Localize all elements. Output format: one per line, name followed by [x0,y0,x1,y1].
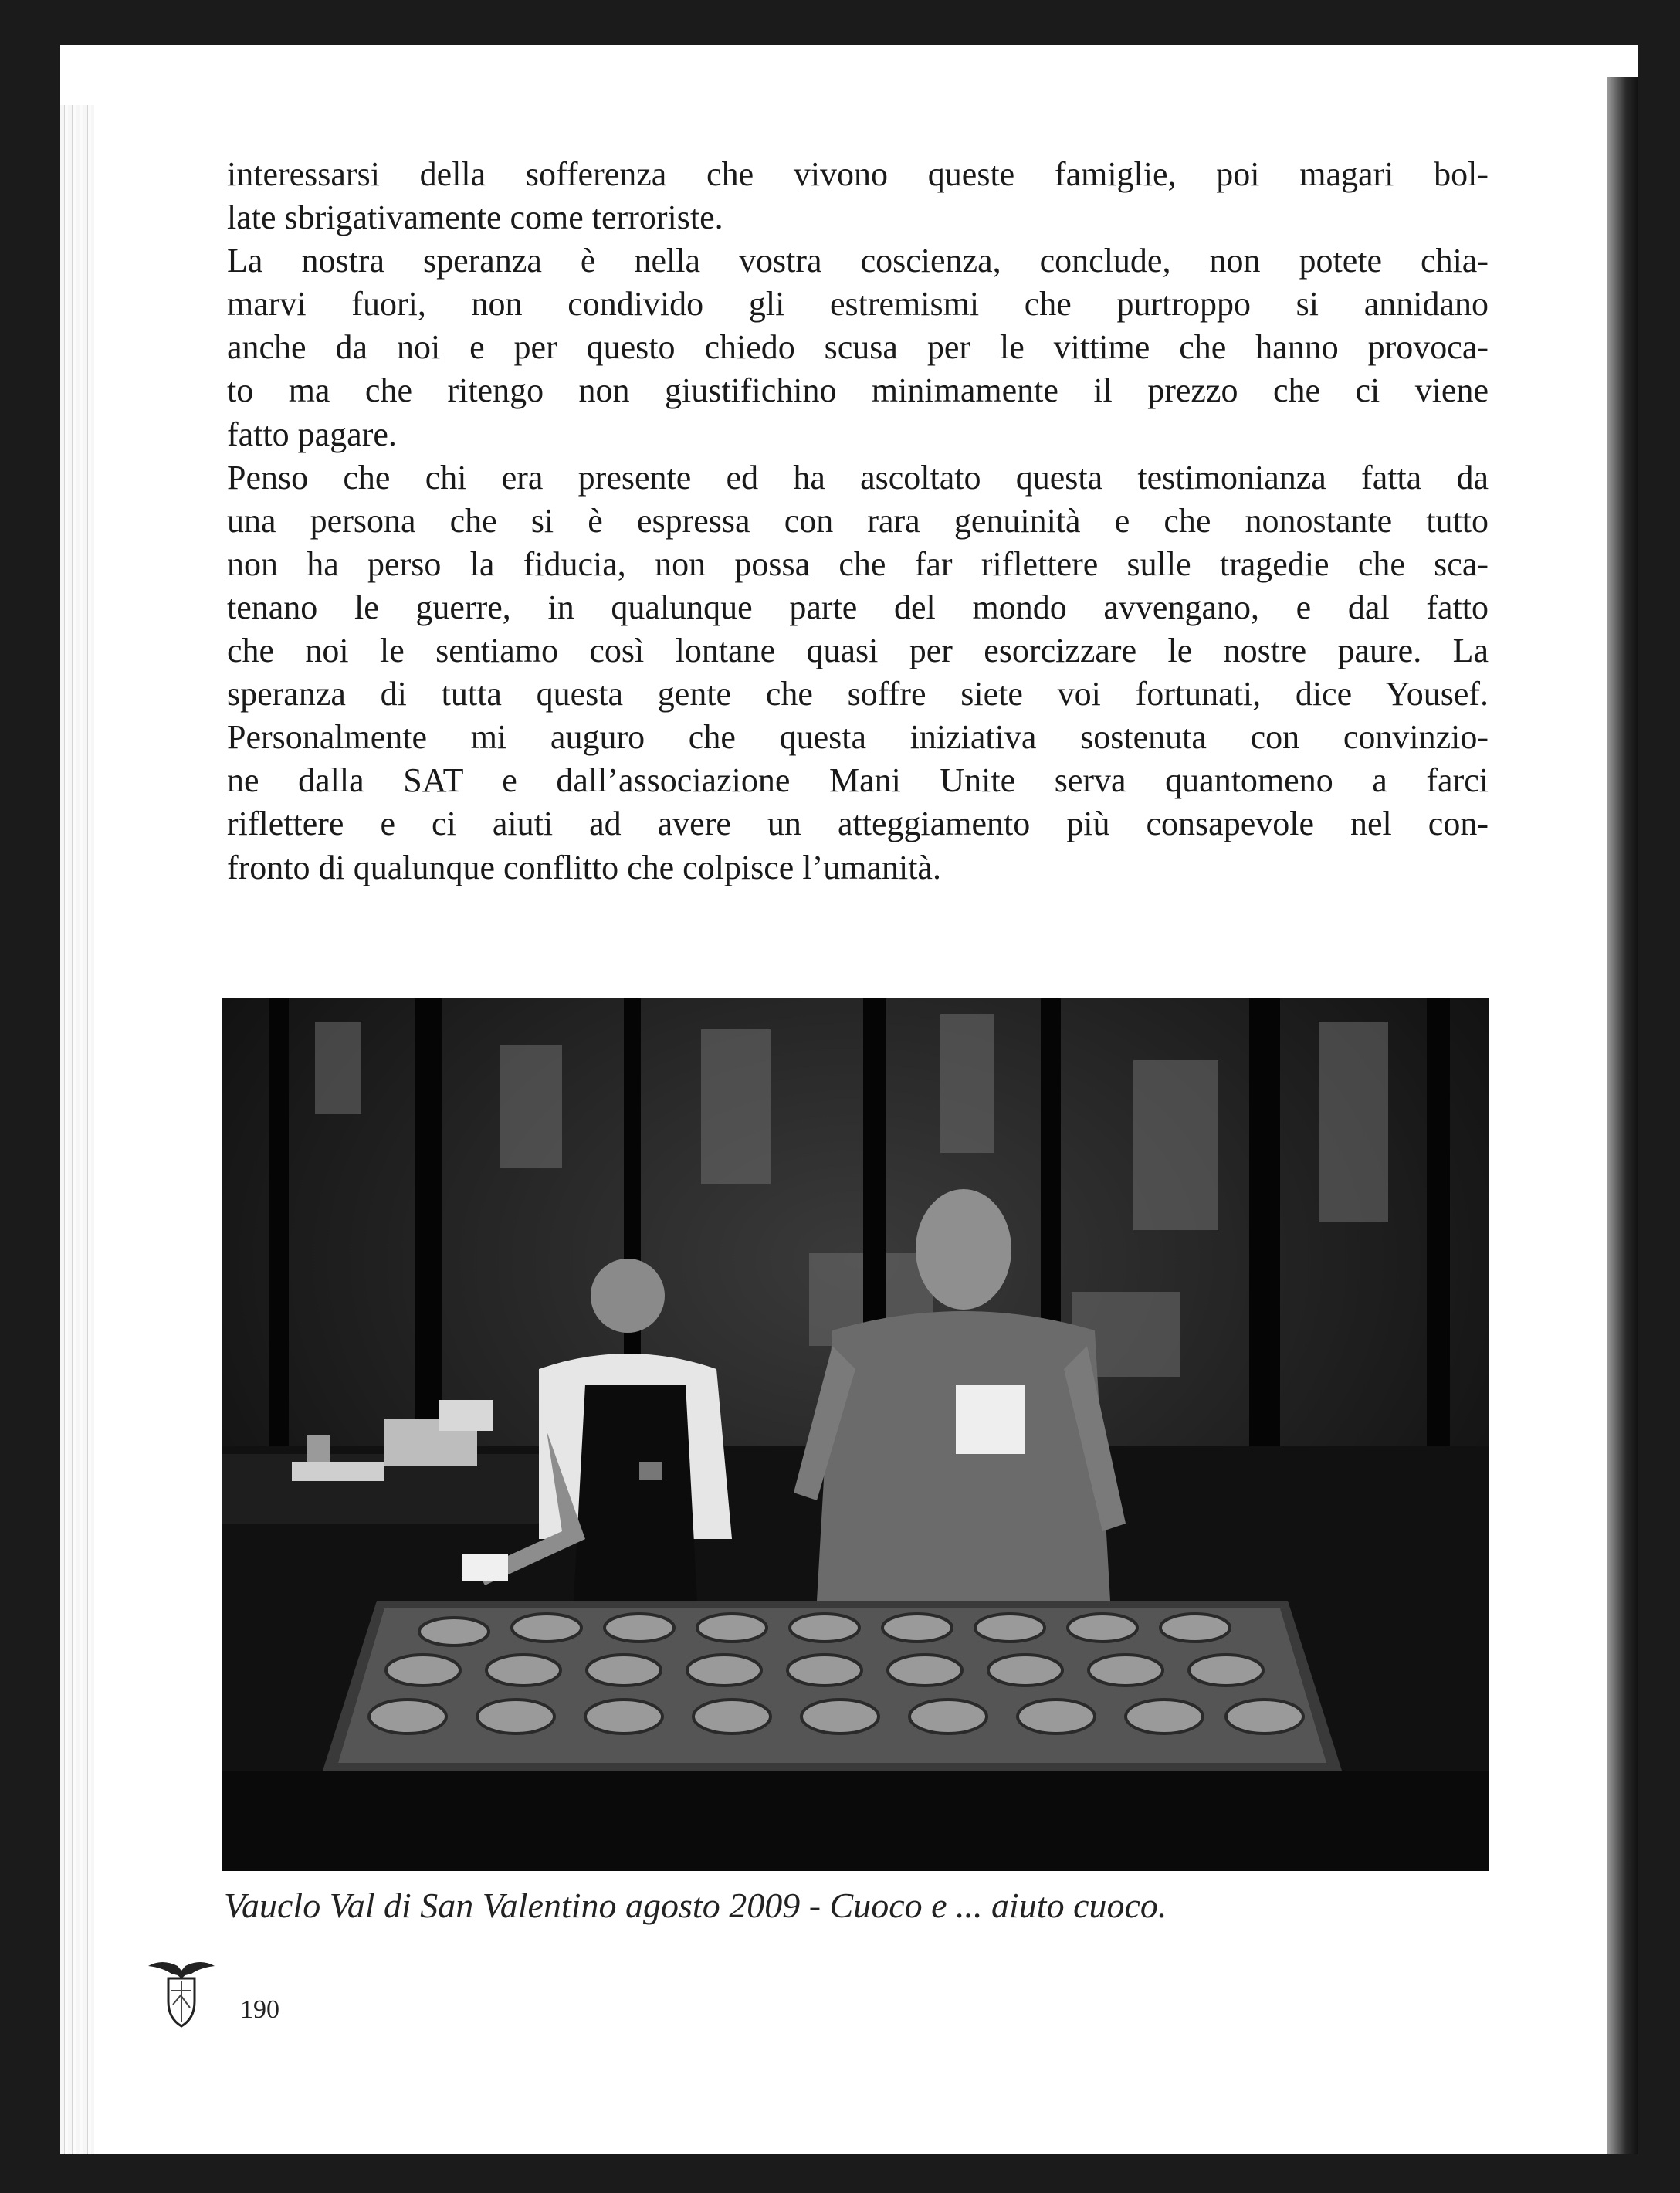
photo-cooks-at-grill [222,998,1489,1871]
text-line: La nostra speranza è nella vostra coscienza, conclude, non potete chia- [227,242,1489,280]
text-line: che noi le sentiamo così lontane quasi per esorcizzare le nostre paure. La [227,632,1489,670]
text-line: fronto di qualunque conflitto che colpisce l’umanità. [227,848,941,886]
text-line: marvi fuori, non condivido gli estremismi che purtroppo si annidano [227,285,1489,324]
eagle-emblem-icon [147,1955,216,2029]
book-binding [1607,77,1638,2154]
page-edges [60,105,94,2154]
text-line: late sbrigativamente come terroriste. [227,198,723,237]
text-line: non ha perso la fiducia, non possa che far riflettere sulle tragedie che sca- [227,544,1489,583]
text-line: fatto pagare. [227,415,397,453]
text-line: anche da noi e per questo chiedo scusa per le vittime che hanno provoca- [227,328,1489,367]
text-line: speranza di tutta questa gente che soffre siete voi fortunati, dice Yousef. [227,675,1489,713]
text-line: Personalmente mi auguro che questa iniziativa sostenuta con convinzio- [227,718,1489,757]
page-number: 190 [240,1995,279,2024]
text-line: interessarsi della sofferenza che vivono queste famiglie, poi magari bol- [227,155,1489,193]
text-line: ne dalla SAT e dall’associazione Mani Unite serva quantomeno a farci [227,761,1489,800]
text-line: riflettere e ci aiuti ad avere un atteggiamento più consapevole nel con- [227,805,1489,843]
photo-caption: Vauclo Val di San Valentino agosto 2009 - Cuoco e ... aiuto cuoco. [224,1886,1167,1925]
text-line: Penso che chi era presente ed ha ascoltato questa testimonianza fatta da [227,458,1489,497]
text-line: to ma che ritengo non giustifichino minimamente il prezzo che ci viene [227,371,1489,410]
text-line: una persona che si è espressa con rara genuinità e che nonostante tutto [227,501,1489,540]
body-text [227,153,1489,890]
text-line: tenano le guerre, in qualunque parte del mondo avvengano, e dal fatto [227,588,1489,626]
page-top-margin [60,45,1638,60]
